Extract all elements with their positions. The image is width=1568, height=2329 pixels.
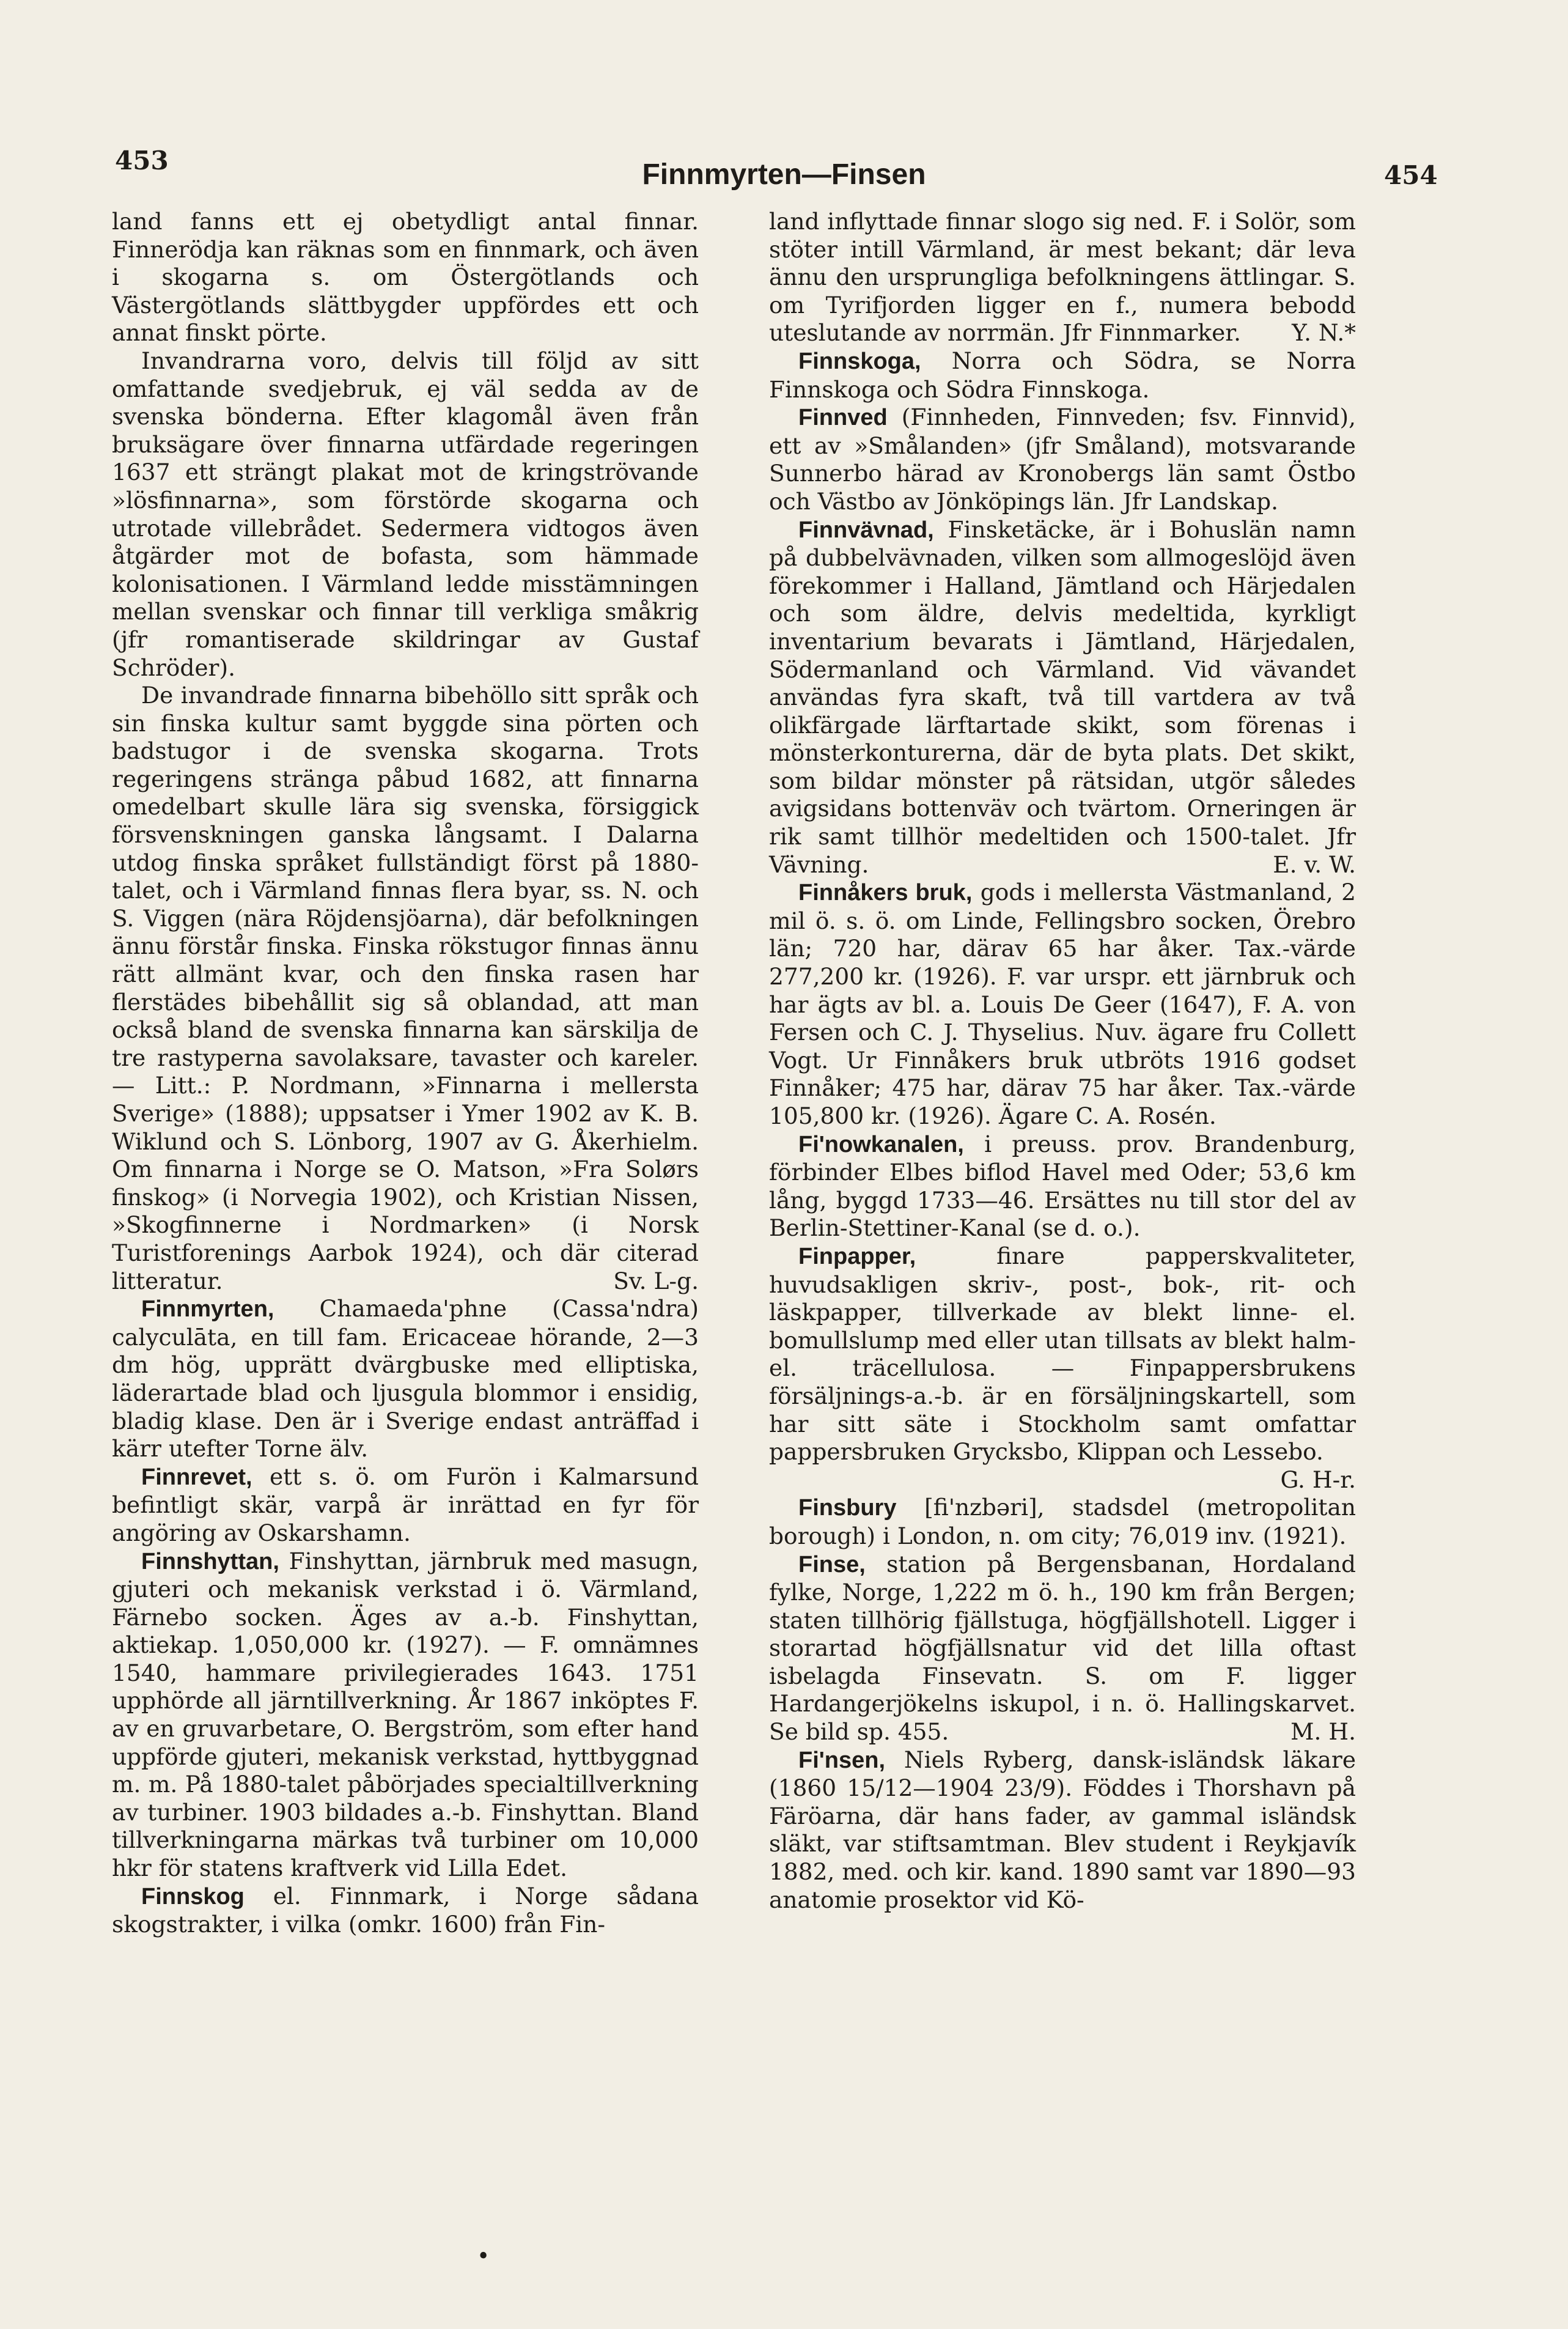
right-column	[769, 208, 1356, 1914]
entry-text: ett s. ö. om Furön i Kalmarsund befintligt skär, varpå är inrättad en fyr för angöring av Oskarshamn.	[112, 1463, 699, 1546]
encyclopedia-entry	[769, 1494, 1356, 1550]
encyclopedia-entry	[769, 516, 1356, 879]
page-header	[0, 146, 1568, 194]
entry-text: finare papperskvaliteter, huvudsakligen skriv-, post-, bok-, rit- och läskpapper, tillverkade av blekt linne- el. bomullslump med eller utan tillsats av blekt halm- el. träcellulosa. — Finpappersbrukens försäljnings-a.-b. är en försäljningskartell, som har sitt säte i Stockholm samt omfattar pappersbruken Grycksbo, Klippan och Lessebo.	[769, 1242, 1356, 1466]
entry-text: [fi'nzbəri], stadsdel (metropolitan borough) i London, n. om city; 76,019 inv. (1921).	[769, 1494, 1356, 1549]
author-signature: M. H.	[1290, 1718, 1356, 1746]
entry-headword: Finnskoga,	[798, 348, 921, 374]
entry-text: i preuss. prov. Brandenburg, förbinder Elbes biflod Havel med Oder; 53,6 km lång, byggd 1733—46. Ersättes nu till stor del av Berlin-Stettiner-Kanal (se d. o.).	[769, 1130, 1356, 1242]
encyclopedia-entry	[769, 404, 1356, 515]
encyclopedia-entry	[769, 347, 1356, 404]
continued-paragraph	[112, 208, 699, 347]
entry-text: De invandrade finnarna bibehöllo sitt språk och sin finska kultur samt byggde sina pörten och badstugor i de svenska skogarna. Trots regeringens stränga påbud 1682, att finnarna omedelbart skulle lära sig svenska, försiggick försvenskningen ganska långsamt. I Dalarna utdog finska språket fullständigt först på 1880-talet, och i Värmland finnas flera byar, ss. N. och S. Viggen (nära Röjdensjöarna), där befolkningen ännu förstår finska. Finska rökstugor finnas ännu rätt allmänt kvar, och den finska rasen har flerstädes bibehållit sig så oblandad, att man också bland de svenska finnarna kan särskilja de tre rastyperna savolaksare, tavaster och kareler. — Litt.: P. Nordmann, »Finnarna i mellersta Sverige» (1888); uppsatser i Ymer 1902 av K. B. Wiklund och S. Lönborg, 1907 av G. Åkerhielm. Om finnarna i Norge se O. Matson, »Fra Solørs finskog» (i Norvegia 1902), och Kristian Nissen, »Skogfinnerne i Nordmarken» (i Norsk Turistforenings Aarbok 1924), och där citerad litteratur.	[112, 682, 699, 1294]
author-signature: Y. N.*	[1292, 319, 1356, 347]
entry-headword: Finnshyttan,	[141, 1548, 279, 1574]
entry-text: land fanns ett ej obetydligt antal finnar. Finnerödja kan räknas som en finnmark, och även i skogarna s. om Östergötlands och Västergötlands slättbygder uppfördes ett och annat finskt pörte.	[112, 208, 699, 347]
entry-headword: Finpapper,	[798, 1243, 916, 1269]
paragraph	[112, 347, 699, 682]
left-column	[112, 208, 699, 1939]
entry-headword: Finse,	[798, 1551, 866, 1578]
entry-text: gods i mellersta Västmanland, 2 mil ö. s. ö. om Linde, Fellingsbro socken, Örebro län; 720 har, därav 65 har åker. Tax.-värde 277,200 kr. (1926). F. var urspr. ett järnbruk och har ägts av bl. a. Louis De Geer (1647), F. A. von Fersen och C. J. Thyselius. Nuv. ägare fru Collett Vogt. Ur Finnåkers bruk utbröts 1916 godset Finnåker; 475 har, därav 75 har åker. Tax.-värde 105,800 kr. (1926). Ägare C. A. Rosén.	[769, 879, 1356, 1129]
encyclopedia-entry	[769, 1746, 1356, 1914]
encyclopedia-entry	[112, 1883, 699, 1939]
encyclopedia-entry	[769, 1242, 1356, 1494]
encyclopedia-entry	[769, 879, 1356, 1130]
entry-headword: Finnvävnad,	[798, 517, 934, 543]
encyclopedia-entry	[769, 1131, 1356, 1242]
entry-headword: Fi'nsen,	[798, 1747, 886, 1773]
entry-headword: Finnmyrten,	[141, 1296, 274, 1323]
entry-text: Finsketäcke, är i Bohuslän namn på dubbelvävnaden, vilken som allmogeslöjd även förekommer i Halland, Jämtland och Härjedalen och som äldre, delvis medeltida, kyrkligt inventarium bevarats i Jämtland, Härjedalen, Södermanland och Värmland. Vid vävandet användas fyra skaft, två till vartdera av två olikfärgade lärftartade skikt, som förenas i mönsterkonturerna, där de byta plats. Det skikt, som bildar mönster på rätsidan, utgör således avigsidans bottenväv och tvärtom. Orneringen är rik samt tillhör medeltiden och 1500-talet. Jfr Vävning.	[769, 515, 1356, 878]
page-number-left: 453	[115, 146, 169, 175]
author-signature: G. H-r.	[1280, 1466, 1356, 1493]
entry-text: Norra och Södra, se Norra Finnskoga och Södra Finnskoga.	[769, 347, 1356, 403]
entry-headword: Finnrevet,	[141, 1464, 252, 1490]
encyclopedia-entry	[769, 1551, 1356, 1746]
entry-text: Invandrarna voro, delvis till följd av sitt omfattande svedjebruk, ej väl sedda av de svenska bönderna. Efter klagomål även från bruksägare över finnarna utfärdade regeringen 1637 ett strängt plakat mot de kringströvande »lösfinnarna», som förstörde skogarna och utrotade villebrådet. Sedermera vidtogos även åtgärder mot de bofasta, som hämmade kolonisationen. I Värmland ledde misstämningen mellan svenskar och finnar till verkliga småkrig (jfr romantiserade skildringar av Gustaf Schröder).	[112, 347, 699, 681]
entry-headword: Finsbury	[798, 1495, 897, 1521]
continued-paragraph	[769, 208, 1356, 347]
entry-text: station på Bergensbanan, Hordaland fylke, Norge, 1,222 m ö. h., 190 km från Bergen; staten tillhörig fjällstuga, högfjällshotell. Ligger i storartad högfjällsnatur vid det lilla oftast isbelagda Finsevatn. S. om F. ligger Hardangerjökelns iskupol, i n. ö. Hallingskarvet. Se bild sp. 455.	[769, 1550, 1356, 1746]
encyclopedia-entry	[112, 1548, 699, 1883]
entry-text: land inflyttade finnar slogo sig ned. F. i Solör, som stöter intill Värmland, är mest bekant; där leva ännu den ursprungliga befolkningens ättlingar. S. om Tyrifjorden ligger en f., numera bebodd uteslutande av norrmän. Jfr Finnmarker.	[769, 208, 1356, 347]
author-signature: Sv. L-g.	[613, 1267, 699, 1294]
entry-headword: Finnåkers bruk,	[798, 880, 973, 906]
running-title: Finnmyrten—Finsen	[642, 158, 926, 191]
entry-text: Finshyttan, järnbruk med masugn, gjuteri och mekanisk verkstad i ö. Värmland, Färnebo socken. Äges av a.-b. Finshyttan, aktiekap. 1,050,000 kr. (1927). — F. omnämnes 1540, hammare privilegierades 1643. 1751 upphörde all järntillverkning. År 1867 inköptes F. av en gruvarbetare, O. Bergström, som efter hand uppförde gjuteri, mekanisk verkstad, hyttbyggnad m. m. På 1880-talet påbörjades specialtillverkning av turbiner. 1903 bildades a.-b. Finshyttan. Bland tillverkningarna märkas två turbiner om 10,000 hkr för statens kraftverk vid Lilla Edet.	[112, 1547, 699, 1882]
author-signature: E. v. W.	[1273, 851, 1356, 878]
footer-mark: •	[477, 2244, 490, 2269]
page-number-right: 454	[1384, 160, 1438, 190]
entry-headword: Fi'nowkanalen,	[798, 1131, 964, 1157]
entry-headword: Finnved	[798, 405, 888, 431]
entry-headword: Finnskog	[141, 1883, 245, 1910]
entry-text: Chamaeda'phne (Cassa'ndra) calyculāta, en till fam. Ericaceae hörande, 2—3 dm hög, upprätt dvärgbuske med elliptiska, läderartade blad och ljusgula blommor i ensidig, bladig klase. Den är i Sverige endast anträffad i kärr utefter Torne älv.	[112, 1295, 699, 1463]
paragraph	[112, 682, 699, 1295]
entry-text: el. Finnmark, i Norge sådana skogstrakter, i vilka (omkr. 1600) från Fin-	[112, 1882, 699, 1938]
encyclopedia-entry	[112, 1463, 699, 1548]
entry-text: Niels Ryberg, dansk-isländsk läkare (1860 15/12—1904 23/9). Föddes i Thorshavn på Färöarna, där hans fader, av gammal isländsk släkt, var stiftsamtman. Blev student i Reykjavík 1882, med. och kir. kand. 1890 samt var 1890—93 anatomie prosektor vid Kö-	[769, 1746, 1356, 1913]
entry-text: (Finnheden, Finnveden; fsv. Finnvid), ett av »Smålanden» (jfr Småland), motsvarande Sunnerbo härad av Kronobergs län samt Östbo och Västbo av Jönköpings län. Jfr Landskap.	[769, 404, 1356, 515]
encyclopedia-entry	[112, 1295, 699, 1463]
